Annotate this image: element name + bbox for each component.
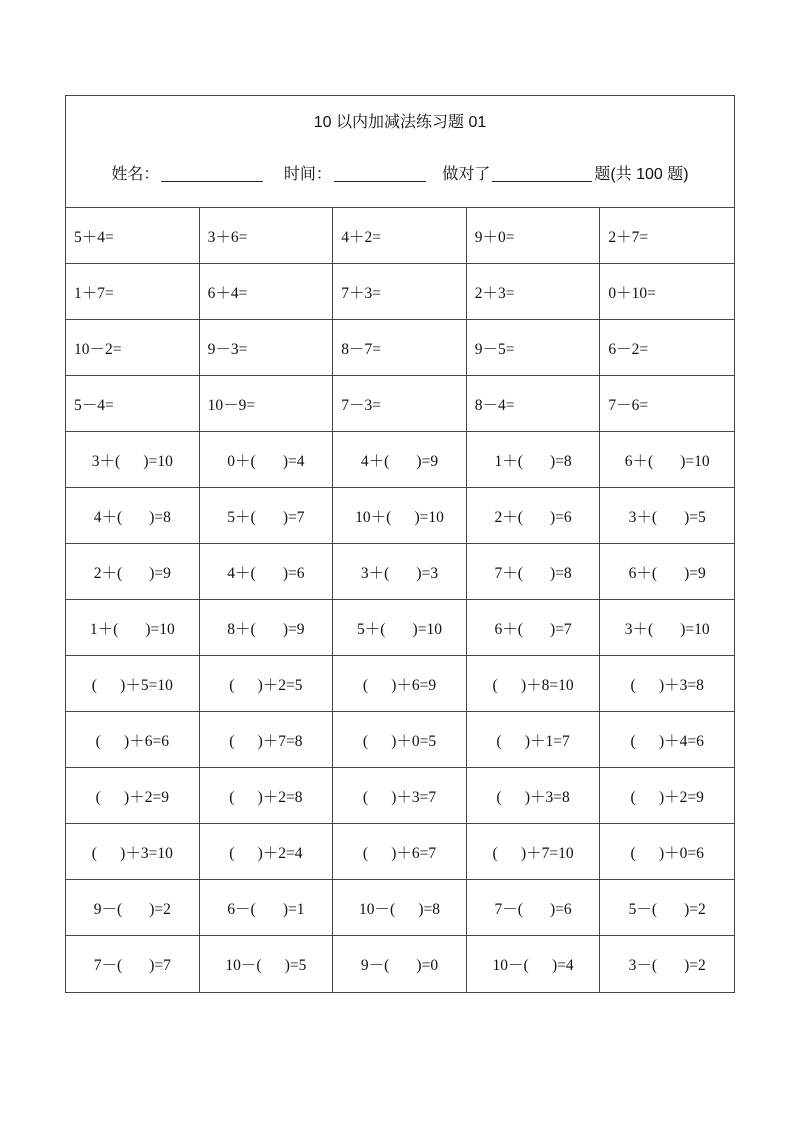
problem-cell: 2＋( )=9	[66, 544, 200, 600]
problem-cell: ( )＋3=10	[66, 824, 200, 880]
problem-cell: ( )＋4=6	[600, 712, 734, 768]
total-label: 题(共 100 题)	[594, 166, 689, 183]
problem-cell: 6－( )=1	[200, 880, 334, 936]
problem-cell: ( )＋2=9	[600, 768, 734, 824]
problem-cell: 10－( )=8	[333, 880, 467, 936]
problem-cell: 10－( )=4	[467, 936, 601, 992]
problem-cell: ( )＋3=8	[467, 768, 601, 824]
problem-cell: ( )＋2=4	[200, 824, 334, 880]
problem-cell: ( )＋8=10	[467, 656, 601, 712]
problem-cell: 6＋( )=7	[467, 600, 601, 656]
problem-cell: 3－( )=2	[628, 957, 706, 974]
problem-cell: ( )＋2=5	[200, 656, 334, 712]
problem-cell: 5＋( )=7	[200, 488, 334, 544]
problem-cell: ( )＋7=8	[200, 712, 334, 768]
problem-cell: 1＋7=	[66, 264, 200, 320]
problem-cell: 0＋( )=4	[200, 432, 334, 488]
problem-cell: 3＋6=	[200, 208, 334, 264]
worksheet	[65, 95, 735, 993]
problem-cell: 9－( )=0	[333, 936, 467, 992]
problem-cell: 7－3=	[333, 376, 467, 432]
problem-cell: 9－( )=2	[66, 880, 200, 936]
problem-cell: 8－4=	[467, 376, 601, 432]
problem-cell: 9－5=	[467, 320, 601, 376]
problem-cell: ( )＋6=6	[66, 712, 200, 768]
problem-cell: 10－( )=5	[200, 936, 334, 992]
problem-cell: 10－9=	[200, 376, 334, 432]
problem-cell: 1＋( )=10	[66, 600, 200, 656]
problem-cell: 5＋4=	[66, 208, 200, 264]
problem-cell: ( )＋7=10	[467, 824, 601, 880]
problem-cell: ( )＋1=7	[467, 712, 601, 768]
problem-cell: ( )＋6=7	[333, 824, 467, 880]
problem-cell: 3＋( )=10	[600, 600, 734, 656]
problem-cell: 6＋( )=10	[600, 432, 734, 488]
time-label: 时间：	[283, 166, 332, 183]
problem-cell: ( )＋2=9	[66, 768, 200, 824]
student-info-line	[66, 161, 734, 184]
name-blank[interactable]	[161, 165, 263, 182]
problem-cell: 4＋2=	[333, 208, 467, 264]
problem-cell: 6＋4=	[200, 264, 334, 320]
time-blank[interactable]	[334, 165, 426, 182]
problem-cell: 4＋( )=6	[200, 544, 334, 600]
problem-cell: 7＋( )=8	[467, 544, 601, 600]
problem-cell: ( )＋3=8	[600, 656, 734, 712]
problem-cell: 0＋10=	[600, 264, 734, 320]
problem-cell: ( )＋5=10	[66, 656, 200, 712]
problem-cell: 9＋0=	[467, 208, 601, 264]
problem-cell: 8＋( )=9	[200, 600, 334, 656]
problem-cell: 3＋( )=10	[66, 432, 200, 488]
problem-cell: 7－6=	[600, 376, 734, 432]
problem-cell: 1＋( )=8	[467, 432, 601, 488]
problem-cell: ( )＋6=9	[333, 656, 467, 712]
problem-cell: 3＋( )=3	[333, 544, 467, 600]
problem-cell: 6＋( )=9	[600, 544, 734, 600]
problem-cell: 5－( )=2	[600, 880, 734, 936]
problem-cell: 2＋( )=6	[467, 488, 601, 544]
problem-grid	[66, 208, 734, 992]
problem-cell: 10－2=	[66, 320, 200, 376]
name-label: 姓名：	[111, 166, 160, 183]
problem-cell: 9－3=	[200, 320, 334, 376]
problem-cell: 10＋( )=10	[333, 488, 467, 544]
problem-cell: 5－4=	[66, 376, 200, 432]
problem-cell: 4＋( )=8	[66, 488, 200, 544]
problem-cell: 4＋( )=9	[333, 432, 467, 488]
problem-cell: 2＋7=	[600, 208, 734, 264]
correct-count-blank[interactable]	[492, 165, 592, 182]
worksheet-header	[66, 96, 734, 208]
problem-cell: ( )＋2=8	[200, 768, 334, 824]
problem-cell: 5＋( )=10	[333, 600, 467, 656]
problem-cell: 6－2=	[600, 320, 734, 376]
problem-cell: ( )＋3=7	[333, 768, 467, 824]
problem-cell: 2＋3=	[467, 264, 601, 320]
correct-label: 做对了	[442, 166, 491, 183]
problem-cell: 8－7=	[333, 320, 467, 376]
problem-cell: 7－( )=6	[467, 880, 601, 936]
problem-cell: 3＋( )=5	[600, 488, 734, 544]
problem-cell: ( )＋0=5	[333, 712, 467, 768]
problem-cell: 7－( )=7	[66, 936, 200, 992]
problem-cell: 7＋3=	[333, 264, 467, 320]
worksheet-title: 10 以内加减法练习题 01	[313, 114, 487, 131]
problem-cell: ( )＋0=6	[600, 824, 734, 880]
